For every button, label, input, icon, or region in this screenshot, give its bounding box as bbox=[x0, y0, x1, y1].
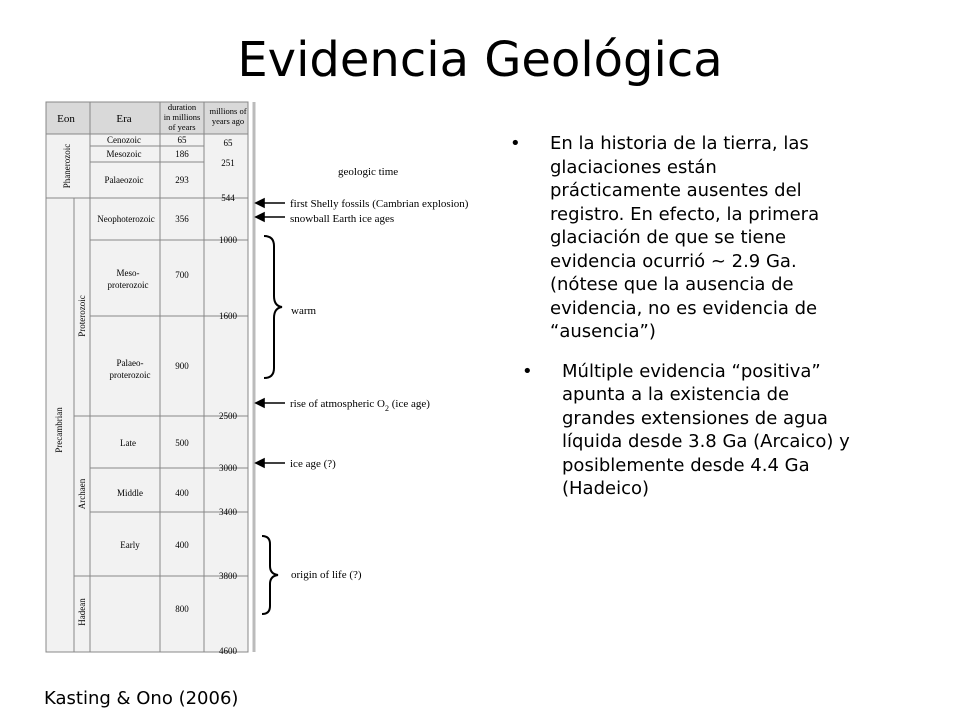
annotation-geologic-time: geologic time bbox=[338, 166, 399, 178]
subeon-archaen: Archaen bbox=[77, 478, 87, 510]
era-duration: 700 bbox=[175, 270, 189, 280]
age-tick-label: 251 bbox=[221, 158, 235, 168]
header-duration: duration bbox=[167, 102, 197, 112]
age-tick-label: 1000 bbox=[219, 235, 237, 245]
eon-phanerozoic: Phanerozoic bbox=[62, 143, 72, 189]
bullet-text: Múltiple evidencia “positiva” apunta a la existencia de grandes extensiones de agua líquida desde 3.8 Ga (Arcaico) y posiblemente desde 4.4 Ga (Hadeico) bbox=[562, 360, 850, 499]
annotation-snowball: snowball Earth ice ages bbox=[290, 213, 395, 225]
bullet-icon: • bbox=[522, 360, 533, 382]
age-tick-label: 3000 bbox=[219, 463, 237, 473]
bullet-list bbox=[510, 132, 850, 501]
bullet-icon: • bbox=[510, 133, 521, 154]
era-duration: 293 bbox=[175, 175, 189, 185]
header-age: millions of bbox=[209, 106, 247, 116]
bullet-item bbox=[522, 360, 850, 501]
subeon-proterozoic: Proterozoic bbox=[77, 295, 87, 337]
era-name: Palaeozoic bbox=[104, 175, 144, 185]
header-eon: Eon bbox=[57, 113, 75, 125]
age-tick-label: 3800 bbox=[219, 571, 237, 581]
age-tick-label: 1600 bbox=[219, 311, 237, 321]
header-duration: of years bbox=[168, 122, 196, 132]
brace-origin-icon bbox=[262, 536, 278, 614]
header-duration: in millions bbox=[163, 112, 201, 122]
era-name: proterozoic bbox=[107, 280, 149, 290]
age-tick-label: 544 bbox=[221, 193, 235, 203]
era-name: Palaeo- bbox=[116, 358, 144, 368]
era-name: Neophoterozoic bbox=[97, 214, 155, 224]
annotation-shelly-fossils: first Shelly fossils (Cambrian explosion) bbox=[290, 198, 469, 210]
era-name: Cenozoic bbox=[107, 135, 141, 145]
age-tick-label: 2500 bbox=[219, 411, 237, 421]
era-duration: 900 bbox=[175, 361, 189, 371]
arrow-rise-o2-icon bbox=[256, 399, 285, 407]
arrow-shelly-icon bbox=[256, 199, 285, 207]
arrow-snowball-icon bbox=[256, 213, 285, 221]
age-tick-label: 3400 bbox=[219, 507, 237, 517]
annotation-origin-life: origin of life (?) bbox=[291, 569, 362, 581]
era-name: Meso- bbox=[116, 268, 140, 278]
eon-precambrian: Precambrian bbox=[54, 407, 64, 453]
era-duration: 186 bbox=[175, 149, 189, 159]
era-name: Middle bbox=[117, 488, 143, 498]
age-tick-label: 65 bbox=[223, 138, 233, 148]
era-duration: 800 bbox=[175, 604, 189, 614]
source-credit: Kasting & Ono (2006) bbox=[44, 688, 239, 709]
era-duration: 356 bbox=[175, 214, 189, 224]
era-name: proterozoic bbox=[109, 370, 151, 380]
header-era: Era bbox=[116, 113, 132, 125]
bullet-text: En la historia de la tierra, las glaciaciones están prácticamente ausentes del registro. En efecto, la primera glaciación de que se tiene evidencia ocurrió ~ 2.9 Ga. (nótese que la ausencia de evidencia, no es evidencia de “ausencia”) bbox=[550, 133, 820, 342]
era-name: Early bbox=[120, 540, 140, 550]
era-name: Late bbox=[120, 438, 136, 448]
era-duration: 400 bbox=[175, 540, 189, 550]
header-age: years ago bbox=[211, 116, 245, 126]
annotation-ice-age: ice age (?) bbox=[290, 458, 336, 470]
arrow-ice-age-icon bbox=[256, 459, 285, 467]
era-duration: 65 bbox=[177, 135, 187, 145]
annotation-warm: warm bbox=[291, 305, 317, 317]
age-tick-label: 4600 bbox=[219, 646, 237, 656]
bullet-item bbox=[510, 132, 850, 344]
brace-warm-icon bbox=[264, 236, 282, 378]
era-name: Mesozoic bbox=[106, 149, 142, 159]
era-duration: 500 bbox=[175, 438, 189, 448]
annotation-rise-o2: rise of atmospheric $O_2$ (ice age) bbox=[290, 398, 430, 413]
slide-title: Evidencia Geológica bbox=[237, 32, 723, 88]
era-duration: 400 bbox=[175, 488, 189, 498]
subeon-hadean: Hadean bbox=[77, 598, 87, 626]
